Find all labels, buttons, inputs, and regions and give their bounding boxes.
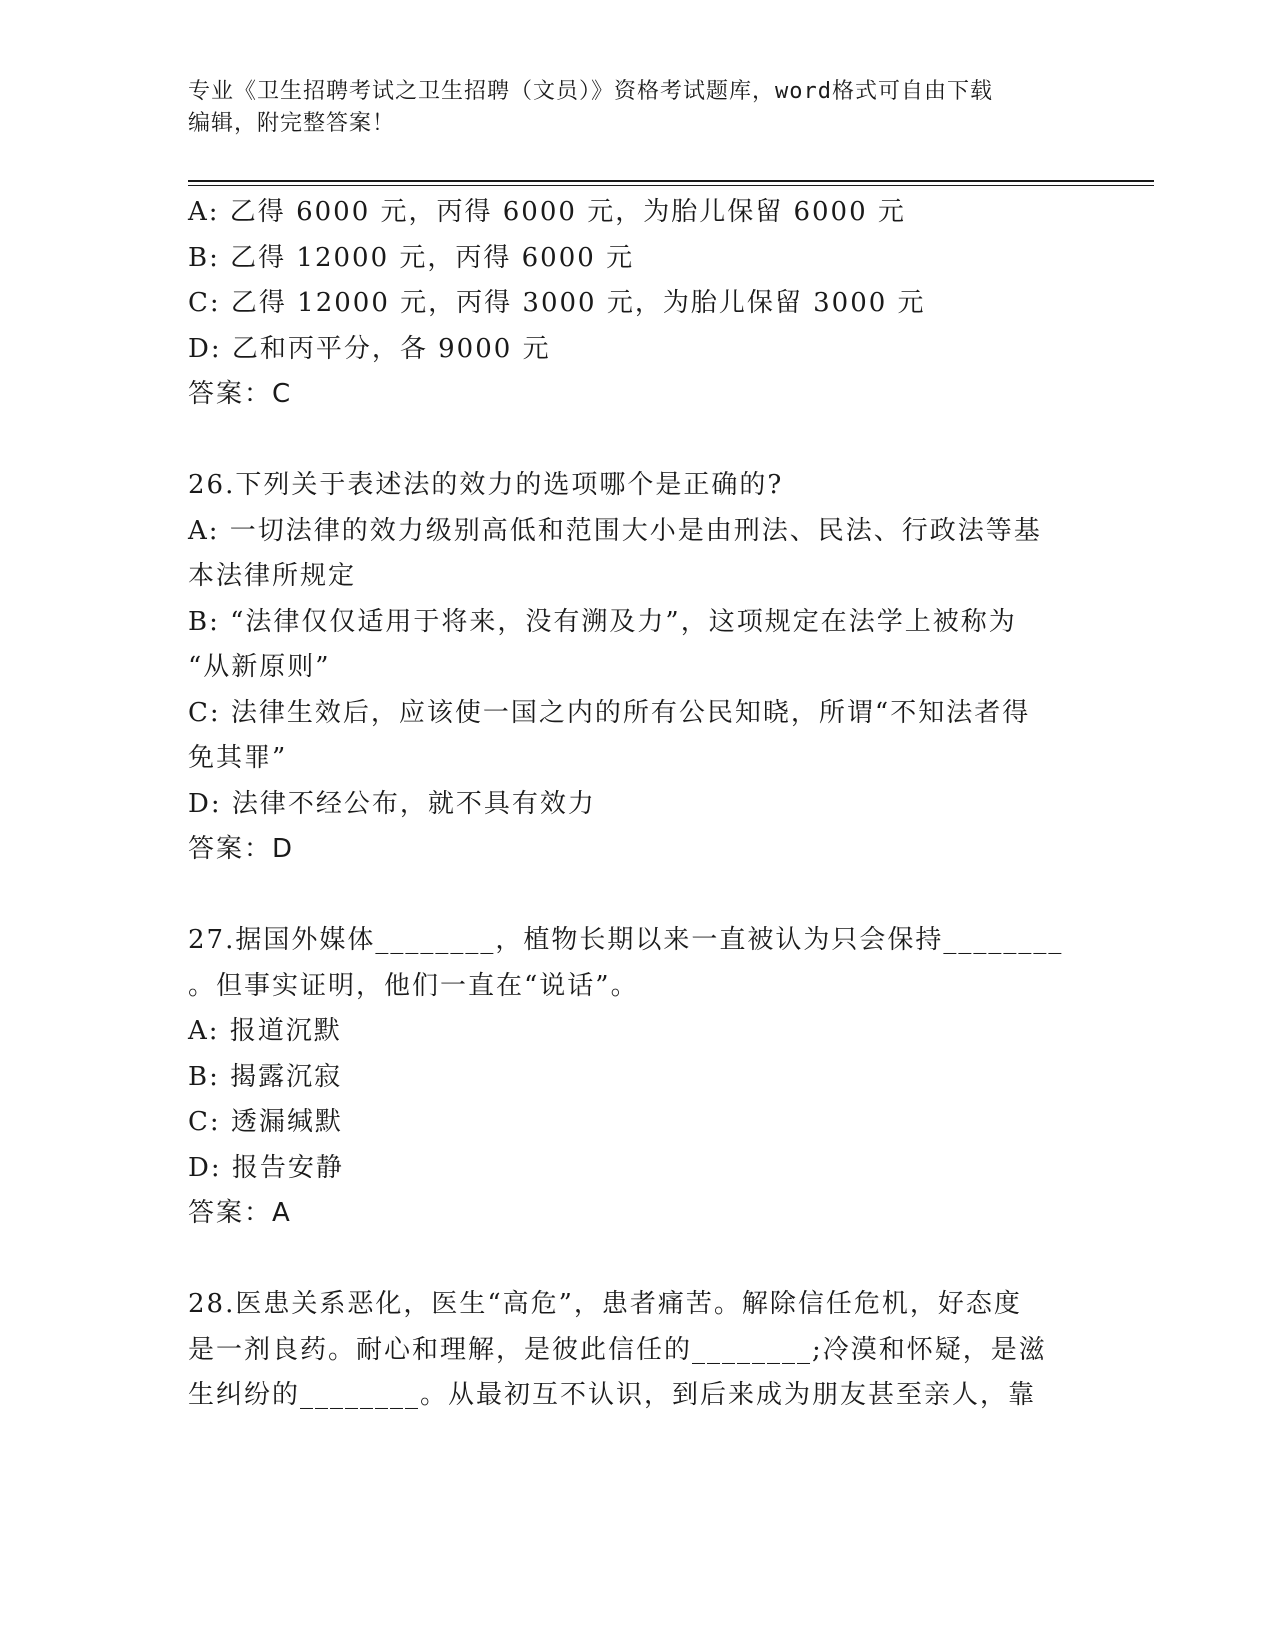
question-stem-continued: 是一剂良药。耐心和理解，是彼此信任的________;冷漠和怀疑，是滋	[188, 1334, 1047, 1365]
header-line-2: 编辑，附完整答案！	[188, 111, 396, 136]
option-c: C: 法律生效后，应该使一国之内的所有公民知晓，所谓“不知法者得	[188, 697, 1031, 728]
question-25	[188, 190, 1068, 418]
option-b-continued: “从新原则”	[188, 652, 331, 682]
option-c-continued: 免其罪”	[188, 743, 288, 773]
answer-label: 答案：	[188, 379, 273, 409]
answer-line	[188, 372, 1068, 418]
option-a: A: 一切法律的效力级别高低和范围大小是由刑法、民法、行政法等基	[188, 515, 1042, 546]
header-rule-thin	[188, 185, 1154, 186]
answer-value: C	[272, 379, 293, 409]
question-stem: 28.医患关系恶化，医生“高危”，患者痛苦。解除信任危机，好态度	[188, 1289, 1022, 1319]
option-c: C: 乙得 12000 元，丙得 3000 元，为胎儿保留 3000 元	[188, 288, 926, 318]
option-b: B: 揭露沉寂	[188, 1061, 343, 1092]
spacer	[188, 1237, 1068, 1283]
option-a: A: 乙得 6000 元，丙得 6000 元，为胎儿保留 6000 元	[188, 197, 906, 227]
option-b: B: “法律仅仅适用于将来，没有溯及力”，这项规定在法学上被称为	[188, 606, 1017, 637]
option-d: D: 报告安静	[188, 1152, 344, 1183]
answer-line	[188, 1191, 1068, 1237]
question-28	[188, 1282, 1068, 1419]
question-26	[188, 463, 1068, 873]
spacer	[188, 418, 1068, 464]
option-a-continued: 本法律所规定	[188, 561, 357, 591]
question-stem: 26.下列关于表述法的效力的选项哪个是正确的?	[188, 470, 784, 500]
header-rule-thick	[188, 180, 1154, 182]
header-line-1: 专业《卫生招聘考试之卫生招聘（文员）》资格考试题库，word格式可自由下载	[188, 79, 993, 104]
spacer	[188, 873, 1068, 919]
answer-line	[188, 827, 1068, 873]
document-header	[188, 76, 1088, 140]
question-stem: 27.据国外媒体________，植物长期以来一直被认为只会保持________	[188, 925, 1064, 955]
option-c: C: 透漏缄默	[188, 1107, 343, 1137]
option-d: D: 法律不经公布，就不具有效力	[188, 788, 596, 819]
answer-value: A	[272, 1198, 292, 1228]
answer-label: 答案：	[188, 834, 273, 864]
answer-label: 答案：	[188, 1198, 273, 1228]
answer-value: D	[272, 834, 295, 864]
question-27	[188, 918, 1068, 1237]
option-a: A: 报道沉默	[188, 1016, 342, 1046]
option-d: D: 乙和丙平分，各 9000 元	[188, 333, 551, 364]
question-content	[188, 190, 1068, 1419]
question-stem-continued: 生纠纷的________。从最初互不认识，到后来成为朋友甚至亲人，靠	[188, 1380, 1037, 1410]
option-b: B: 乙得 12000 元，丙得 6000 元	[188, 242, 635, 273]
question-stem-continued: 。但事实证明，他们一直在“说话”。	[188, 970, 639, 1001]
